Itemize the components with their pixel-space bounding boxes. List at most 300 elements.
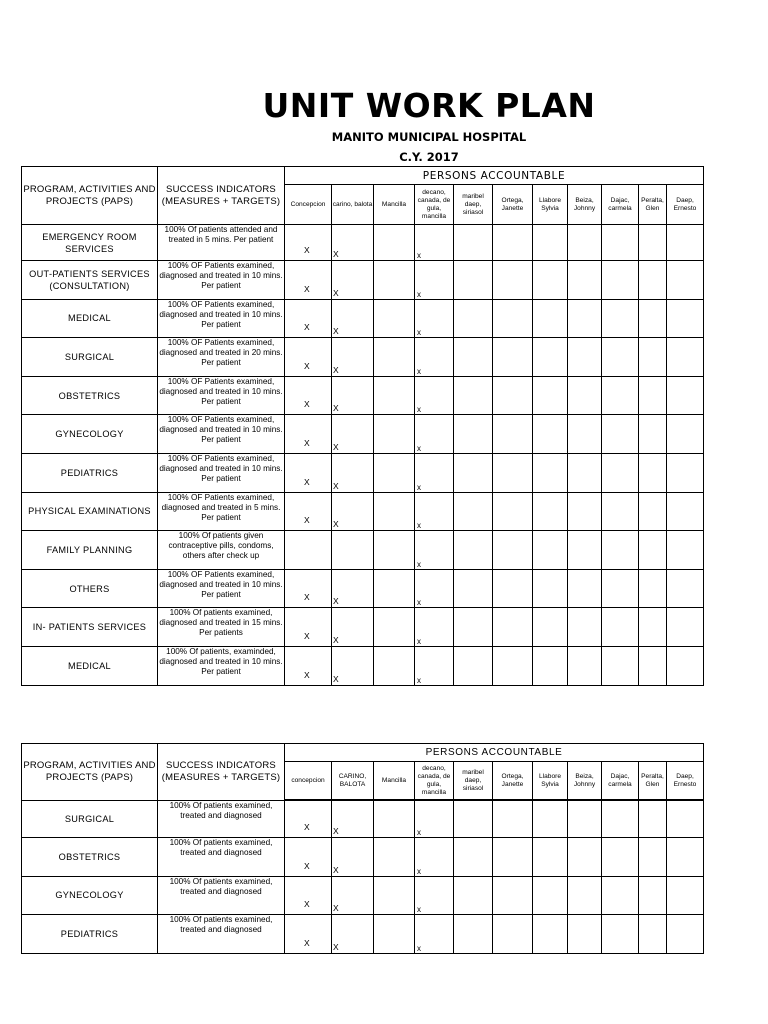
table-row <box>22 225 704 261</box>
success-indicators-column-header: SUCCESS INDICATORS (MEASURES + TARGETS) <box>158 167 285 225</box>
person-mark-cell <box>639 492 667 531</box>
accountable-mark: x <box>417 289 421 299</box>
person-header: concepcion <box>285 762 332 800</box>
person-mark-cell <box>285 608 332 647</box>
accountable-mark: x <box>417 443 421 453</box>
accountable-mark: X <box>304 592 310 603</box>
person-mark-cell <box>568 299 602 338</box>
person-mark-cell <box>667 338 704 377</box>
program-cell: FAMILY PLANNING <box>22 531 158 570</box>
person-mark-cell <box>602 531 639 570</box>
person-header: Concepcion <box>285 185 332 225</box>
person-mark-cell <box>285 646 332 685</box>
person-mark-cell <box>415 299 454 338</box>
success-indicator-cell: 100% Of patients examined, treated and diagnosed <box>158 915 285 954</box>
person-mark-cell <box>639 376 667 415</box>
accountable-mark: x <box>417 905 421 914</box>
person-mark-cell <box>285 838 332 877</box>
person-mark-cell <box>454 299 493 338</box>
success-indicator-cell: 100% Of patients examined, treated and diagnosed <box>158 876 285 915</box>
accountable-mark: X <box>333 364 339 375</box>
person-mark-cell <box>493 608 533 647</box>
success-indicator-cell: 100% OF Patients examined, diagnosed and treated in 20 mins. Per patient <box>158 338 285 377</box>
table-row <box>22 376 704 415</box>
person-mark-cell <box>568 225 602 261</box>
person-mark-cell <box>493 569 533 608</box>
person-mark-cell <box>667 915 704 954</box>
person-mark-cell <box>493 492 533 531</box>
accountable-mark: x <box>417 866 421 876</box>
person-header: Peralta, Glen <box>639 762 667 800</box>
program-cell: MEDICAL <box>22 299 158 338</box>
success-indicator-cell: 100% OF Patients examined, diagnosed and treated in 10 mins. Per patient <box>158 415 285 454</box>
person-mark-cell <box>568 261 602 300</box>
accountable-mark: X <box>304 899 310 909</box>
table-row <box>22 492 704 531</box>
table-row <box>22 608 704 647</box>
accountable-mark: X <box>304 822 310 832</box>
person-header: Peralta, Glen <box>639 185 667 225</box>
person-mark-cell <box>332 299 374 338</box>
person-mark-cell <box>454 338 493 377</box>
person-mark-cell <box>374 453 415 492</box>
program-cell: OTHERS <box>22 569 158 608</box>
person-mark-cell <box>533 415 568 454</box>
accountable-mark: x <box>417 482 421 492</box>
program-cell: SURGICAL <box>22 338 158 377</box>
person-header: Dajac, carmela <box>602 185 639 225</box>
person-mark-cell <box>533 492 568 531</box>
person-mark-cell <box>454 569 493 608</box>
person-mark-cell <box>415 801 454 838</box>
person-mark-cell <box>374 646 415 685</box>
person-mark-cell <box>533 801 568 838</box>
person-mark-cell <box>374 876 415 915</box>
person-mark-cell <box>568 608 602 647</box>
success-indicator-cell: 100% Of patients examined, treated and diagnosed <box>158 801 285 838</box>
table-row <box>22 646 704 685</box>
person-mark-cell <box>332 876 374 915</box>
person-mark-cell <box>454 492 493 531</box>
person-mark-cell <box>332 376 374 415</box>
person-mark-cell <box>602 376 639 415</box>
person-mark-cell <box>639 876 667 915</box>
success-indicator-cell: 100% Of patients given contraceptive pills, condoms, others after check up <box>158 531 285 570</box>
person-mark-cell <box>602 838 639 877</box>
accountable-mark: X <box>333 864 339 875</box>
accountable-mark: X <box>304 322 310 333</box>
person-mark-cell <box>415 608 454 647</box>
success-indicator-cell: 100% Of patients examined, treated and diagnosed <box>158 838 285 877</box>
accountable-mark: X <box>333 941 339 952</box>
program-cell: MEDICAL <box>22 646 158 685</box>
accountable-mark: X <box>333 673 339 684</box>
person-mark-cell <box>285 299 332 338</box>
accountable-mark: x <box>417 521 421 531</box>
person-mark-cell <box>639 531 667 570</box>
success-indicator-cell: 100% OF Patients examined, diagnosed and treated in 5 mins. Per patient <box>158 492 285 531</box>
person-mark-cell <box>602 646 639 685</box>
person-mark-cell <box>533 453 568 492</box>
table-row <box>22 531 704 570</box>
person-mark-cell <box>493 915 533 954</box>
person-mark-cell <box>454 225 493 261</box>
success-indicator-cell: 100% OF Patients examined, diagnosed and treated in 10 mins. Per patient <box>158 453 285 492</box>
person-mark-cell <box>568 415 602 454</box>
person-mark-cell <box>415 915 454 954</box>
person-mark-cell <box>415 376 454 415</box>
person-mark-cell <box>568 569 602 608</box>
person-header: Mancilla <box>374 762 415 800</box>
program-column-header: PROGRAM, ACTIVITIES AND PROJECTS (PAPS) <box>22 167 158 225</box>
person-mark-cell <box>285 531 332 570</box>
program-cell: PEDIATRICS <box>22 453 158 492</box>
person-mark-cell <box>568 915 602 954</box>
person-mark-cell <box>602 225 639 261</box>
person-header: Daep, Ernesto <box>667 762 704 800</box>
person-mark-cell <box>415 415 454 454</box>
persons-accountable-header: PERSONS ACCOUNTABLE <box>285 744 704 762</box>
person-mark-cell <box>667 376 704 415</box>
person-mark-cell <box>374 261 415 300</box>
person-mark-cell <box>374 915 415 954</box>
success-indicator-cell: 100% Of patients, examinded, diagnosed and treated in 10 mins. Per patient <box>158 646 285 685</box>
person-mark-cell <box>493 225 533 261</box>
person-mark-cell <box>639 415 667 454</box>
persons-accountable-header: PERSONS ACCOUNTABLE <box>285 167 704 185</box>
person-mark-cell <box>639 838 667 877</box>
person-mark-cell <box>639 338 667 377</box>
person-mark-cell <box>533 225 568 261</box>
work-plan-table-2 <box>21 743 704 954</box>
person-mark-cell <box>332 801 374 838</box>
person-mark-cell <box>533 376 568 415</box>
person-mark-cell <box>639 569 667 608</box>
accountable-mark: X <box>333 596 339 607</box>
person-mark-cell <box>493 646 533 685</box>
person-mark-cell <box>602 261 639 300</box>
person-mark-cell <box>454 876 493 915</box>
person-header: Dajac, carmela <box>602 762 639 800</box>
accountable-mark: X <box>304 283 310 294</box>
person-mark-cell <box>493 338 533 377</box>
person-mark-cell <box>493 453 533 492</box>
person-mark-cell <box>667 225 704 261</box>
person-mark-cell <box>454 453 493 492</box>
person-header: Llabore Sylvia <box>533 762 568 800</box>
person-mark-cell <box>493 261 533 300</box>
person-mark-cell <box>374 338 415 377</box>
person-header: Mancilla <box>374 185 415 225</box>
table-row <box>22 801 704 838</box>
person-mark-cell <box>454 915 493 954</box>
person-header: maribel daep, siriasol <box>454 185 493 225</box>
success-indicator-cell: 100% Of patients examined, diagnosed and treated in 15 mins. Per patients <box>158 608 285 647</box>
person-mark-cell <box>602 801 639 838</box>
program-cell: SURGICAL <box>22 801 158 838</box>
person-header: Daep, Ernesto <box>667 185 704 225</box>
accountable-mark: X <box>304 360 310 371</box>
person-mark-cell <box>332 492 374 531</box>
table-row <box>22 453 704 492</box>
person-mark-cell <box>415 838 454 877</box>
hospital-name: MANITO MUNICIPAL HOSPITAL <box>331 130 527 144</box>
person-mark-cell <box>285 801 332 838</box>
person-mark-cell <box>639 608 667 647</box>
table-row <box>22 569 704 608</box>
person-mark-cell <box>667 531 704 570</box>
person-mark-cell <box>568 338 602 377</box>
program-cell: OBSTETRICS <box>22 838 158 877</box>
program-cell: GYNECOLOGY <box>22 876 158 915</box>
person-mark-cell <box>285 338 332 377</box>
table-row <box>22 915 704 954</box>
person-header: Ortega, Janette <box>493 185 533 225</box>
person-mark-cell <box>602 338 639 377</box>
person-mark-cell <box>332 608 374 647</box>
person-mark-cell <box>602 569 639 608</box>
person-header: decano, canada, de gula, mancilla <box>415 185 454 225</box>
person-mark-cell <box>533 569 568 608</box>
accountable-mark: x <box>417 251 421 260</box>
person-mark-cell <box>639 225 667 261</box>
person-mark-cell <box>332 838 374 877</box>
person-mark-cell <box>667 492 704 531</box>
person-mark-cell <box>667 415 704 454</box>
success-indicator-cell: 100% OF Patients examined, diagnosed and treated in 10 mins. Per patient <box>158 261 285 300</box>
success-indicator-cell: 100% OF Patients examined, diagnosed and treated in 10 mins. Per patient <box>158 569 285 608</box>
person-mark-cell <box>568 876 602 915</box>
accountable-mark: X <box>304 860 310 871</box>
person-mark-cell <box>533 299 568 338</box>
accountable-mark: X <box>304 669 310 680</box>
person-mark-cell <box>374 376 415 415</box>
person-header: Beiza, Johnny <box>568 762 602 800</box>
accountable-mark: X <box>333 441 339 452</box>
program-cell: PEDIATRICS <box>22 915 158 954</box>
person-mark-cell <box>493 876 533 915</box>
accountable-mark: x <box>417 675 421 685</box>
person-mark-cell <box>374 608 415 647</box>
person-mark-cell <box>332 531 374 570</box>
program-cell: OUT-PATIENTS SERVICES (CONSULTATION) <box>22 261 158 300</box>
program-cell: EMERGENCY ROOM SERVICES <box>22 225 158 261</box>
person-mark-cell <box>285 453 332 492</box>
person-mark-cell <box>533 338 568 377</box>
person-mark-cell <box>285 569 332 608</box>
person-mark-cell <box>285 415 332 454</box>
person-mark-cell <box>374 801 415 838</box>
person-header: Beiza, Johnny <box>568 185 602 225</box>
accountable-mark: X <box>304 515 310 526</box>
person-mark-cell <box>533 261 568 300</box>
accountable-mark: X <box>333 903 339 913</box>
accountable-mark: x <box>417 366 421 376</box>
person-header: Ortega, Janette <box>493 762 533 800</box>
accountable-mark: x <box>417 598 421 608</box>
person-mark-cell <box>415 261 454 300</box>
accountable-mark: X <box>333 287 339 298</box>
person-mark-cell <box>332 225 374 261</box>
person-mark-cell <box>332 453 374 492</box>
success-indicator-cell: 100% Of patients attended and treated in 5 mins. Per patient <box>158 225 285 261</box>
person-mark-cell <box>285 915 332 954</box>
person-mark-cell <box>285 376 332 415</box>
person-mark-cell <box>602 608 639 647</box>
person-mark-cell <box>374 299 415 338</box>
accountable-mark: x <box>417 405 421 415</box>
person-header: decano, canada, de gula, mancilla <box>415 762 454 800</box>
accountable-mark: X <box>333 826 339 836</box>
person-mark-cell <box>533 915 568 954</box>
person-mark-cell <box>454 646 493 685</box>
accountable-mark: X <box>333 519 339 530</box>
person-mark-cell <box>454 608 493 647</box>
accountable-mark: X <box>333 634 339 645</box>
person-mark-cell <box>667 646 704 685</box>
person-mark-cell <box>285 492 332 531</box>
table-row <box>22 261 704 300</box>
person-mark-cell <box>332 415 374 454</box>
person-mark-cell <box>639 261 667 300</box>
person-mark-cell <box>454 838 493 877</box>
person-mark-cell <box>285 261 332 300</box>
accountable-mark: X <box>333 326 339 337</box>
person-mark-cell <box>374 838 415 877</box>
person-mark-cell <box>602 415 639 454</box>
success-indicator-cell: 100% OF Patients examined, diagnosed and treated in 10 mins. Per patient <box>158 376 285 415</box>
person-mark-cell <box>493 531 533 570</box>
accountable-mark: X <box>333 403 339 414</box>
program-cell: GYNECOLOGY <box>22 415 158 454</box>
person-mark-cell <box>639 915 667 954</box>
accountable-mark: X <box>304 437 310 448</box>
person-mark-cell <box>667 608 704 647</box>
person-mark-cell <box>374 492 415 531</box>
person-mark-cell <box>568 838 602 877</box>
person-mark-cell <box>332 915 374 954</box>
person-mark-cell <box>374 225 415 261</box>
person-mark-cell <box>454 415 493 454</box>
person-mark-cell <box>533 531 568 570</box>
accountable-mark: x <box>417 636 421 646</box>
person-mark-cell <box>533 646 568 685</box>
table-row <box>22 338 704 377</box>
person-mark-cell <box>602 299 639 338</box>
calendar-year: C.Y. 2017 <box>399 150 459 164</box>
person-mark-cell <box>332 569 374 608</box>
person-mark-cell <box>639 801 667 838</box>
work-plan-table-1 <box>21 166 704 686</box>
person-mark-cell <box>415 531 454 570</box>
program-cell: OBSTETRICS <box>22 376 158 415</box>
person-mark-cell <box>602 915 639 954</box>
person-mark-cell <box>415 492 454 531</box>
success-indicator-cell: 100% OF Patients examined, diagnosed and treated in 10 mins. Per patient <box>158 299 285 338</box>
person-mark-cell <box>568 376 602 415</box>
person-mark-cell <box>533 876 568 915</box>
person-mark-cell <box>415 338 454 377</box>
accountable-mark: X <box>304 245 310 255</box>
person-mark-cell <box>374 415 415 454</box>
person-mark-cell <box>667 261 704 300</box>
person-mark-cell <box>454 376 493 415</box>
person-mark-cell <box>374 569 415 608</box>
person-header: CARINO, BALOTA <box>332 762 374 800</box>
accountable-mark: x <box>417 328 421 338</box>
person-mark-cell <box>667 801 704 838</box>
accountable-mark: X <box>333 480 339 491</box>
person-mark-cell <box>493 415 533 454</box>
program-cell: PHYSICAL EXAMINATIONS <box>22 492 158 531</box>
person-mark-cell <box>374 531 415 570</box>
person-mark-cell <box>415 453 454 492</box>
person-mark-cell <box>533 608 568 647</box>
person-mark-cell <box>667 453 704 492</box>
person-mark-cell <box>454 531 493 570</box>
person-mark-cell <box>639 299 667 338</box>
accountable-mark: X <box>333 249 339 259</box>
person-mark-cell <box>667 569 704 608</box>
person-mark-cell <box>602 492 639 531</box>
person-mark-cell <box>568 801 602 838</box>
person-mark-cell <box>667 838 704 877</box>
person-mark-cell <box>493 801 533 838</box>
accountable-mark: x <box>417 943 421 953</box>
person-mark-cell <box>415 569 454 608</box>
table-row <box>22 876 704 915</box>
person-mark-cell <box>415 646 454 685</box>
person-mark-cell <box>533 838 568 877</box>
person-mark-cell <box>602 453 639 492</box>
person-mark-cell <box>602 876 639 915</box>
person-mark-cell <box>415 876 454 915</box>
person-header: carino, balota <box>332 185 374 225</box>
person-mark-cell <box>454 261 493 300</box>
accountable-mark: x <box>417 828 421 837</box>
person-header: maribel daep, siriasol <box>454 762 493 800</box>
person-mark-cell <box>667 299 704 338</box>
person-mark-cell <box>667 876 704 915</box>
person-mark-cell <box>639 646 667 685</box>
person-mark-cell <box>332 338 374 377</box>
person-mark-cell <box>493 299 533 338</box>
person-mark-cell <box>568 531 602 570</box>
table-row <box>22 299 704 338</box>
accountable-mark: x <box>417 559 421 569</box>
person-mark-cell <box>285 876 332 915</box>
accountable-mark: X <box>304 476 310 487</box>
success-indicators-column-header: SUCCESS INDICATORS (MEASURES + TARGETS) <box>158 744 285 801</box>
person-header: Llabore Sylvia <box>533 185 568 225</box>
person-mark-cell <box>568 646 602 685</box>
person-mark-cell <box>454 801 493 838</box>
person-mark-cell <box>493 376 533 415</box>
person-mark-cell <box>493 838 533 877</box>
person-mark-cell <box>639 453 667 492</box>
person-mark-cell <box>332 646 374 685</box>
person-mark-cell <box>415 225 454 261</box>
person-mark-cell <box>568 492 602 531</box>
person-mark-cell <box>568 453 602 492</box>
person-mark-cell <box>332 261 374 300</box>
person-mark-cell <box>285 225 332 261</box>
program-cell: IN- PATIENTS SERVICES <box>22 608 158 647</box>
table-row <box>22 838 704 877</box>
page-title: UNIT WORK PLAN <box>262 86 596 125</box>
accountable-mark: X <box>304 937 310 948</box>
table-row <box>22 415 704 454</box>
